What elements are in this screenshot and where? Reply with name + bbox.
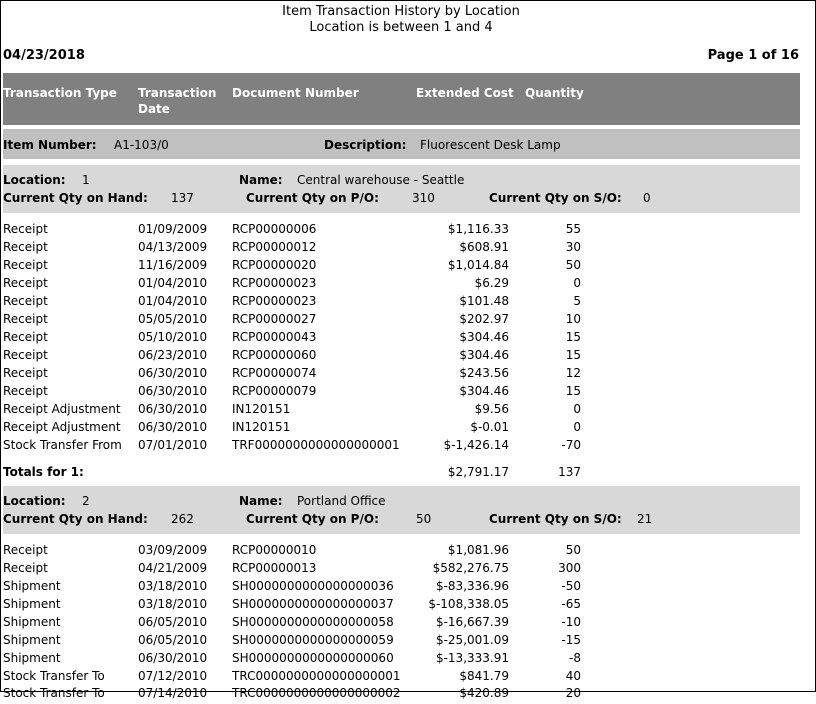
table-row xyxy=(1,384,801,402)
cell-qty: -50 xyxy=(561,579,581,593)
cell-date: 04/21/2009 xyxy=(138,561,208,575)
cell-cost: $243.56 xyxy=(459,366,509,380)
totals-label: Totals for 1: xyxy=(3,465,84,479)
cell-date: 06/30/2010 xyxy=(138,366,208,380)
location-number: 1 xyxy=(82,173,90,187)
qty-on-po-label: Current Qty on P/O: xyxy=(246,512,379,526)
location-band-2 xyxy=(3,486,800,534)
cell-type: Receipt xyxy=(3,348,48,362)
table-row xyxy=(1,402,801,420)
cell-date: 01/04/2010 xyxy=(138,294,208,308)
cell-date: 06/30/2010 xyxy=(138,384,208,398)
cell-qty: 0 xyxy=(573,402,581,416)
cell-type: Receipt xyxy=(3,330,48,344)
cell-doc: SH0000000000000000036 xyxy=(232,579,394,593)
cell-date: 03/09/2009 xyxy=(138,543,208,557)
cell-doc: SH0000000000000000058 xyxy=(232,615,394,629)
cell-qty: 50 xyxy=(565,543,581,557)
col-extended-cost: Extended Cost xyxy=(416,86,514,100)
totals-row xyxy=(1,465,801,483)
cell-type: Receipt xyxy=(3,222,48,236)
cell-date: 06/30/2010 xyxy=(138,651,208,665)
cell-type: Receipt xyxy=(3,258,48,272)
item-band xyxy=(3,129,800,159)
cell-doc: RCP00000027 xyxy=(232,312,317,326)
cell-doc: TRC0000000000000000002 xyxy=(232,686,401,700)
cell-date: 06/23/2010 xyxy=(138,348,208,362)
cell-doc: RCP00000060 xyxy=(232,348,317,362)
table-row xyxy=(1,366,801,384)
table-row xyxy=(1,276,801,294)
cell-cost: $582,276.75 xyxy=(432,561,509,575)
qty-on-po: 50 xyxy=(416,512,432,526)
totals-qty: 137 xyxy=(558,465,581,479)
cell-cost: $420.89 xyxy=(459,686,509,700)
location-band-1 xyxy=(3,165,800,213)
cell-qty: 12 xyxy=(565,366,581,380)
cell-doc: RCP00000023 xyxy=(232,276,317,290)
cell-type: Receipt Adjustment xyxy=(3,402,121,416)
cell-cost: $-83,336.96 xyxy=(435,579,509,593)
cell-date: 03/18/2010 xyxy=(138,579,208,593)
qty-on-so-label: Current Qty on S/O: xyxy=(489,512,622,526)
cell-qty: 300 xyxy=(558,561,581,575)
cell-date: 06/30/2010 xyxy=(138,420,208,434)
cell-type: Receipt xyxy=(3,543,48,557)
col-document-number: Document Number xyxy=(232,86,359,100)
cell-qty: 10 xyxy=(565,312,581,326)
cell-type: Shipment xyxy=(3,651,61,665)
table-row xyxy=(1,312,801,330)
cell-type: Receipt xyxy=(3,240,48,254)
qty-on-hand: 137 xyxy=(171,191,194,205)
cell-type: Receipt xyxy=(3,294,48,308)
table-row xyxy=(1,615,801,633)
page-number: Page 1 of 16 xyxy=(707,48,799,63)
table-row xyxy=(1,633,801,651)
qty-on-hand: 262 xyxy=(171,512,194,526)
cell-qty: 50 xyxy=(565,258,581,272)
cell-qty: 5 xyxy=(573,294,581,308)
table-row xyxy=(1,240,801,258)
item-number-label: Item Number: xyxy=(3,138,97,152)
cell-cost: $608.91 xyxy=(459,240,509,254)
cell-date: 06/05/2010 xyxy=(138,615,208,629)
cell-doc: RCP00000020 xyxy=(232,258,317,272)
cell-cost: $841.79 xyxy=(459,669,509,683)
column-header-band xyxy=(3,73,800,125)
cell-cost: $-25,001.09 xyxy=(435,633,509,647)
cell-qty: 55 xyxy=(565,222,581,236)
cell-cost: $304.46 xyxy=(459,384,509,398)
location-label: Location: xyxy=(3,494,66,508)
cell-doc: SH0000000000000000037 xyxy=(232,597,394,611)
cell-date: 06/30/2010 xyxy=(138,402,208,416)
item-description: Fluorescent Desk Lamp xyxy=(420,138,561,152)
qty-on-so: 21 xyxy=(637,512,653,526)
col-transaction-type: Transaction Type xyxy=(3,86,117,100)
cell-qty: 20 xyxy=(565,686,581,700)
qty-on-po: 310 xyxy=(412,191,435,205)
location-label: Location: xyxy=(3,173,66,187)
report-date: 04/23/2018 xyxy=(3,48,85,63)
location-name: Central warehouse - Seattle xyxy=(297,173,465,187)
cell-doc: RCP00000013 xyxy=(232,561,317,575)
cell-qty: -10 xyxy=(561,615,581,629)
col-transaction-date-line2: Date xyxy=(138,102,170,116)
report-subtitle: Location is between 1 and 4 xyxy=(309,20,493,35)
cell-type: Stock Transfer To xyxy=(3,686,105,700)
cell-type: Shipment xyxy=(3,579,61,593)
cell-doc: RCP00000079 xyxy=(232,384,317,398)
table-row xyxy=(1,651,801,669)
cell-date: 01/09/2009 xyxy=(138,222,208,236)
table-row xyxy=(1,420,801,438)
cell-type: Stock Transfer From xyxy=(3,438,122,452)
qty-on-hand-label: Current Qty on Hand: xyxy=(3,512,148,526)
cell-type: Receipt xyxy=(3,561,48,575)
cell-qty: 15 xyxy=(565,348,581,362)
location-name-label: Name: xyxy=(239,494,283,508)
totals-cost: $2,791.17 xyxy=(447,465,509,479)
table-row xyxy=(1,669,801,687)
cell-qty: -70 xyxy=(561,438,581,452)
cell-cost: $101.48 xyxy=(459,294,509,308)
cell-type: Shipment xyxy=(3,615,61,629)
cell-doc: RCP00000010 xyxy=(232,543,317,557)
cell-doc: RCP00000006 xyxy=(232,222,317,236)
cell-doc: RCP00000043 xyxy=(232,330,317,344)
cell-cost: $304.46 xyxy=(459,348,509,362)
cell-type: Stock Transfer To xyxy=(3,669,105,683)
table-row xyxy=(1,597,801,615)
cell-qty: -8 xyxy=(569,651,581,665)
cell-date: 07/14/2010 xyxy=(138,686,208,700)
cell-date: 05/10/2010 xyxy=(138,330,208,344)
cell-qty: -15 xyxy=(561,633,581,647)
table-row xyxy=(1,438,801,456)
cell-date: 03/18/2010 xyxy=(138,597,208,611)
cell-qty: 0 xyxy=(573,276,581,290)
qty-on-so: 0 xyxy=(643,191,651,205)
cell-doc: RCP00000012 xyxy=(232,240,317,254)
location-number: 2 xyxy=(82,494,90,508)
table-row xyxy=(1,294,801,312)
cell-cost: $1,116.33 xyxy=(447,222,509,236)
cell-date: 01/04/2010 xyxy=(138,276,208,290)
cell-doc: SH0000000000000000059 xyxy=(232,633,394,647)
cell-date: 11/16/2009 xyxy=(138,258,208,272)
table-row xyxy=(1,579,801,597)
cell-type: Receipt xyxy=(3,276,48,290)
table-row xyxy=(1,686,801,704)
table-row xyxy=(1,561,801,579)
cell-cost: $-1,426.14 xyxy=(443,438,509,452)
cell-cost: $1,014.84 xyxy=(447,258,509,272)
cell-cost: $-16,667.39 xyxy=(435,615,509,629)
cell-doc: TRF0000000000000000001 xyxy=(232,438,400,452)
table-row xyxy=(1,348,801,366)
cell-cost: $6.29 xyxy=(474,276,509,290)
cell-cost: $9.56 xyxy=(474,402,509,416)
cell-cost: $1,081.96 xyxy=(447,543,509,557)
cell-doc: RCP00000023 xyxy=(232,294,317,308)
table-row xyxy=(1,330,801,348)
cell-type: Receipt xyxy=(3,384,48,398)
cell-cost: $-13,333.91 xyxy=(435,651,509,665)
qty-on-so-label: Current Qty on S/O: xyxy=(489,191,622,205)
cell-date: 06/05/2010 xyxy=(138,633,208,647)
cell-date: 04/13/2009 xyxy=(138,240,208,254)
table-row xyxy=(1,222,801,240)
cell-type: Receipt xyxy=(3,312,48,326)
cell-type: Receipt Adjustment xyxy=(3,420,121,434)
cell-doc: TRC0000000000000000001 xyxy=(232,669,401,683)
table-row xyxy=(1,258,801,276)
col-quantity: Quantity xyxy=(525,86,584,100)
cell-date: 07/12/2010 xyxy=(138,669,208,683)
cell-qty: 40 xyxy=(565,669,581,683)
cell-type: Shipment xyxy=(3,633,61,647)
cell-date: 05/05/2010 xyxy=(138,312,208,326)
qty-on-po-label: Current Qty on P/O: xyxy=(246,191,379,205)
cell-cost: $304.46 xyxy=(459,330,509,344)
cell-doc: IN120151 xyxy=(232,402,291,416)
table-row xyxy=(1,543,801,561)
cell-doc: RCP00000074 xyxy=(232,366,317,380)
cell-qty: 15 xyxy=(565,330,581,344)
cell-date: 07/01/2010 xyxy=(138,438,208,452)
cell-qty: 0 xyxy=(573,420,581,434)
description-label: Description: xyxy=(324,138,407,152)
cell-type: Shipment xyxy=(3,597,61,611)
location-name: Portland Office xyxy=(297,494,386,508)
cell-cost: $-0.01 xyxy=(470,420,509,434)
cell-qty: -65 xyxy=(561,597,581,611)
cell-cost: $-108,338.05 xyxy=(428,597,509,611)
cell-doc: IN120151 xyxy=(232,420,291,434)
qty-on-hand-label: Current Qty on Hand: xyxy=(3,191,148,205)
location-name-label: Name: xyxy=(239,173,283,187)
cell-qty: 15 xyxy=(565,384,581,398)
report-title: Item Transaction History by Location xyxy=(282,4,520,19)
cell-cost: $202.97 xyxy=(459,312,509,326)
cell-qty: 30 xyxy=(565,240,581,254)
col-transaction-date-line1: Transaction xyxy=(138,86,217,100)
item-number: A1-103/0 xyxy=(114,138,169,152)
cell-doc: SH0000000000000000060 xyxy=(232,651,394,665)
cell-type: Receipt xyxy=(3,366,48,380)
